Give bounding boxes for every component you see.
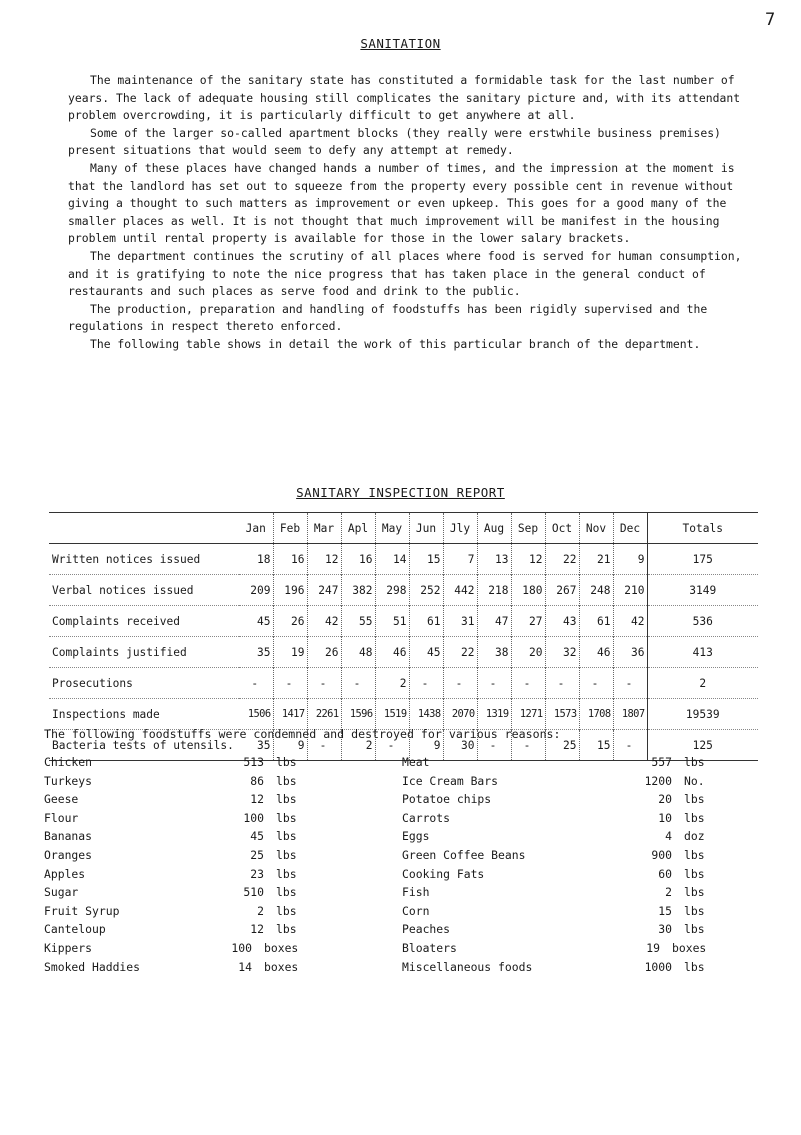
table-cell: 267 bbox=[545, 575, 579, 606]
table-cell: 45 bbox=[257, 614, 271, 628]
food-unit: boxes bbox=[264, 941, 299, 955]
food-name: Chicken bbox=[44, 755, 93, 769]
food-unit: lbs bbox=[276, 885, 297, 900]
food-unit: lbs bbox=[276, 792, 297, 807]
table-cell: 15 bbox=[579, 730, 613, 761]
table-cell: 9 bbox=[613, 544, 647, 575]
table-cell: 61 bbox=[579, 606, 613, 637]
table-cell: 19 bbox=[273, 637, 307, 668]
table-cell: 442 bbox=[443, 575, 477, 606]
table-cell: 12 bbox=[511, 544, 545, 575]
table-cell: 47 bbox=[477, 606, 511, 637]
food-quantity: 15 bbox=[658, 903, 672, 918]
table-cell: 9 bbox=[409, 730, 443, 761]
row-label: Inspections made bbox=[52, 707, 160, 721]
table-cell: - bbox=[307, 730, 341, 761]
row-total: 175 bbox=[647, 544, 758, 575]
food-quantity: 100 bbox=[231, 941, 252, 955]
food-unit: lbs bbox=[684, 959, 705, 974]
table-cell: - bbox=[341, 668, 375, 699]
table-cell: 31 bbox=[443, 606, 477, 637]
month-header: Nov bbox=[579, 513, 613, 544]
table-cell: 45 bbox=[409, 637, 443, 668]
food-quantity: 2 bbox=[257, 903, 264, 918]
table-cell: 61 bbox=[409, 606, 443, 637]
table-header-row bbox=[49, 513, 758, 544]
table-cell: 32 bbox=[545, 637, 579, 668]
food-unit: boxes bbox=[672, 941, 707, 955]
row-label: Verbal notices issued bbox=[52, 583, 194, 597]
table-cell: 7 bbox=[443, 544, 477, 575]
row-total: 19539 bbox=[647, 699, 758, 730]
food-quantity: 86 bbox=[250, 773, 264, 788]
table-cell: 196 bbox=[273, 575, 307, 606]
table-cell: 210 bbox=[613, 575, 647, 606]
food-name: Eggs bbox=[402, 829, 430, 844]
table-cell: - bbox=[477, 668, 511, 699]
report-title bbox=[0, 485, 801, 500]
table-cell: 252 bbox=[409, 575, 443, 606]
month-header: Sep bbox=[511, 513, 545, 544]
table-cell: 26 bbox=[273, 606, 307, 637]
food-quantity: 12 bbox=[250, 922, 264, 937]
table-cell: 20 bbox=[511, 637, 545, 668]
month-header: May bbox=[375, 513, 409, 544]
table-cell: - bbox=[273, 668, 307, 699]
table-cell: 9 bbox=[273, 730, 307, 761]
row-total: 3149 bbox=[647, 575, 758, 606]
row-total: 536 bbox=[647, 606, 758, 637]
food-name: Geese bbox=[44, 792, 79, 807]
month-header: Apl bbox=[341, 513, 375, 544]
food-name: Bloaters bbox=[402, 941, 457, 955]
food-unit: lbs bbox=[276, 922, 297, 937]
table-cell: 43 bbox=[545, 606, 579, 637]
food-quantity: 1000 bbox=[644, 959, 672, 974]
food-unit: lbs bbox=[276, 848, 297, 862]
food-unit: lbs bbox=[276, 773, 297, 788]
row-label: Complaints justified bbox=[52, 645, 187, 659]
table-cell: 36 bbox=[613, 637, 647, 668]
food-name: Smoked Haddies bbox=[44, 959, 141, 974]
table-cell: - bbox=[307, 668, 341, 699]
food-unit: lbs bbox=[684, 792, 705, 807]
food-quantity: 30 bbox=[658, 922, 672, 937]
food-name: Corn bbox=[402, 903, 430, 918]
food-unit: lbs bbox=[684, 755, 705, 769]
food-name: Canteloup bbox=[44, 922, 106, 937]
section-title-text: SANITATION bbox=[360, 36, 441, 51]
condemned-intro: The following foodstuffs were condemned and destroyed for various reasons: bbox=[44, 727, 561, 741]
food-unit: lbs bbox=[684, 810, 705, 825]
table-cell: - bbox=[613, 730, 647, 761]
table-cell: 382 bbox=[341, 575, 375, 606]
table-cell: 51 bbox=[375, 606, 409, 637]
table-cell: 25 bbox=[545, 730, 579, 761]
table-cell: 22 bbox=[443, 637, 477, 668]
food-unit: No. bbox=[684, 773, 705, 788]
food-name: Flour bbox=[44, 810, 79, 825]
paragraph: The maintenance of the sanitary state has constituted a formidable task for the last number of years. The lack of adequate housing still complicates the sanitary picture and, with its attendant problem overcrowding, it is particularly difficult to get anywhere at all. bbox=[68, 73, 741, 123]
table-cell: - bbox=[545, 668, 579, 699]
food-name: Fruit Syrup bbox=[44, 903, 120, 918]
table-row bbox=[49, 544, 758, 575]
paragraph: The following table shows in detail the work of this particular branch of the department. bbox=[90, 336, 701, 351]
table-row bbox=[49, 668, 758, 699]
table-row bbox=[49, 699, 758, 730]
food-unit: boxes bbox=[264, 959, 299, 974]
food-unit: lbs bbox=[684, 903, 705, 918]
table-cell: 27 bbox=[511, 606, 545, 637]
table-cell: 35 bbox=[257, 645, 271, 659]
table-cell: 12 bbox=[307, 544, 341, 575]
table-cell: 16 bbox=[341, 544, 375, 575]
food-quantity: 45 bbox=[250, 829, 264, 844]
paragraph: Some of the larger so-called apartment blocks (they really were erstwhile business premises) present situations that would seem to defy any attempt at remedy. bbox=[68, 125, 721, 158]
food-quantity: 510 bbox=[243, 885, 264, 900]
food-name: Potatoe chips bbox=[402, 792, 492, 807]
food-quantity: 10 bbox=[658, 810, 672, 825]
table-cell: 38 bbox=[477, 637, 511, 668]
table-cell: 1438 bbox=[409, 699, 443, 730]
food-quantity: 1200 bbox=[644, 773, 672, 788]
table-cell: 2 bbox=[375, 668, 409, 699]
row-total: 2 bbox=[647, 668, 758, 699]
table-cell: 46 bbox=[579, 637, 613, 668]
month-header: Jly bbox=[443, 513, 477, 544]
food-unit: lbs bbox=[276, 866, 297, 881]
section-title bbox=[0, 36, 801, 51]
table-cell: 55 bbox=[341, 606, 375, 637]
table-cell: 35 bbox=[257, 738, 271, 752]
table-row bbox=[49, 575, 758, 606]
table-cell: 1573 bbox=[545, 699, 579, 730]
table-cell: - bbox=[613, 668, 647, 699]
table-cell: 46 bbox=[375, 637, 409, 668]
table-cell: - bbox=[477, 730, 511, 761]
food-name: Oranges bbox=[44, 848, 93, 862]
table-cell: 22 bbox=[545, 544, 579, 575]
food-name: Peaches bbox=[402, 922, 451, 937]
food-name: Cooking Fats bbox=[402, 866, 485, 881]
table-cell: 209 bbox=[250, 583, 271, 597]
table-cell: - bbox=[251, 676, 259, 690]
month-header: Oct bbox=[545, 513, 579, 544]
table-cell: 13 bbox=[477, 544, 511, 575]
food-unit: lbs bbox=[276, 755, 297, 769]
food-unit: lbs bbox=[684, 866, 705, 881]
food-name: Sugar bbox=[44, 885, 79, 900]
month-header: Jun bbox=[409, 513, 443, 544]
food-name: Bananas bbox=[44, 829, 93, 844]
food-name: Green Coffee Beans bbox=[402, 848, 526, 862]
food-quantity: 60 bbox=[658, 866, 672, 881]
table-cell: 15 bbox=[409, 544, 443, 575]
table-cell: 2 bbox=[341, 730, 375, 761]
table-cell: - bbox=[375, 730, 409, 761]
table-cell: 26 bbox=[307, 637, 341, 668]
table-cell: 248 bbox=[579, 575, 613, 606]
month-header: Mar bbox=[307, 513, 341, 544]
food-unit: lbs bbox=[276, 810, 297, 825]
food-name: Meat bbox=[402, 755, 430, 769]
table-cell: - bbox=[443, 668, 477, 699]
table-cell: 42 bbox=[613, 606, 647, 637]
month-header: Aug bbox=[477, 513, 511, 544]
paragraph: The production, preparation and handling of foodstuffs has been rigidly supervised and the regulations in respect thereto enforced. bbox=[68, 301, 708, 334]
row-label: Written notices issued bbox=[52, 552, 201, 566]
paragraph: The department continues the scrutiny of all places where food is served for human consumption, and it is gratifying to note the nice progress that has taken place in the general conduct of restaurants and such places as serve food and drink to the public. bbox=[68, 248, 742, 299]
month-header: Dec bbox=[613, 513, 647, 544]
food-unit: lbs bbox=[276, 903, 297, 918]
table-cell: - bbox=[409, 668, 443, 699]
table-cell: 1271 bbox=[511, 699, 545, 730]
food-unit: lbs bbox=[684, 848, 705, 862]
food-quantity: 14 bbox=[238, 959, 252, 974]
row-label: Complaints received bbox=[52, 614, 180, 628]
table-cell: 18 bbox=[257, 552, 271, 566]
body-text bbox=[68, 72, 768, 354]
month-header: Jan bbox=[245, 521, 266, 535]
table-cell: - bbox=[511, 668, 545, 699]
label-header bbox=[49, 513, 239, 544]
food-quantity: 4 bbox=[665, 829, 672, 844]
table-cell: 2070 bbox=[443, 699, 477, 730]
table-cell: 1506 bbox=[247, 708, 271, 720]
food-quantity: 513 bbox=[243, 755, 264, 769]
table-cell: - bbox=[511, 730, 545, 761]
page-number: 7 bbox=[765, 10, 776, 30]
food-quantity: 100 bbox=[243, 810, 264, 825]
table-cell: - bbox=[579, 668, 613, 699]
row-label: Prosecutions bbox=[52, 676, 133, 690]
table-cell: 42 bbox=[307, 606, 341, 637]
table-cell: 1519 bbox=[375, 699, 409, 730]
table-cell: 247 bbox=[307, 575, 341, 606]
table-cell: 1708 bbox=[579, 699, 613, 730]
food-quantity: 23 bbox=[250, 866, 264, 881]
table-row bbox=[49, 606, 758, 637]
row-total: 413 bbox=[647, 637, 758, 668]
food-name: Ice Cream Bars bbox=[402, 773, 499, 788]
food-quantity: 19 bbox=[646, 941, 660, 955]
food-name: Fish bbox=[402, 885, 430, 900]
table-cell: 298 bbox=[375, 575, 409, 606]
row-total: 125 bbox=[647, 730, 758, 761]
table-cell: 48 bbox=[341, 637, 375, 668]
table-row bbox=[49, 637, 758, 668]
food-unit: lbs bbox=[276, 829, 297, 844]
food-name: Miscellaneous foods bbox=[402, 959, 533, 974]
food-name: Turkeys bbox=[44, 773, 93, 788]
report-title-text: SANITARY INSPECTION REPORT bbox=[296, 485, 505, 500]
food-quantity: 557 bbox=[651, 755, 672, 769]
paragraph: Many of these places have changed hands a number of times, and the impression at the moment is that the landlord has set out to squeeze from the property every possible cent in revenue without giving a thought to such matters as improvement or even upkeep. This goes for a good many of the smaller places as well. It is not thought that much improvement will be manifest in the housing problem until rental property is available for those in the lower salary brackets. bbox=[68, 160, 735, 246]
table-cell: 218 bbox=[477, 575, 511, 606]
table-cell: 1319 bbox=[477, 699, 511, 730]
table-cell: 14 bbox=[375, 544, 409, 575]
food-unit: doz bbox=[684, 829, 705, 844]
month-header: Feb bbox=[273, 513, 307, 544]
table-cell: 2261 bbox=[307, 699, 341, 730]
row-label: Bacteria tests of utensils. bbox=[52, 738, 234, 752]
food-unit: lbs bbox=[684, 885, 705, 900]
table-cell: 1417 bbox=[273, 699, 307, 730]
table-cell: 21 bbox=[579, 544, 613, 575]
food-name: Carrots bbox=[402, 810, 451, 825]
table-cell: 1596 bbox=[341, 699, 375, 730]
table-cell: 180 bbox=[511, 575, 545, 606]
sanitary-inspection-table bbox=[49, 512, 758, 761]
food-name: Apples bbox=[44, 866, 86, 881]
food-name: Kippers bbox=[44, 941, 93, 955]
food-quantity: 2 bbox=[665, 885, 672, 900]
table-cell: 16 bbox=[273, 544, 307, 575]
table-cell: 1807 bbox=[613, 699, 647, 730]
food-quantity: 900 bbox=[651, 848, 672, 862]
food-quantity: 12 bbox=[250, 792, 264, 807]
food-unit: lbs bbox=[684, 922, 705, 937]
food-quantity: 20 bbox=[658, 792, 672, 807]
food-quantity: 25 bbox=[250, 848, 264, 862]
table-cell: 30 bbox=[443, 730, 477, 761]
totals-header: Totals bbox=[647, 513, 758, 544]
